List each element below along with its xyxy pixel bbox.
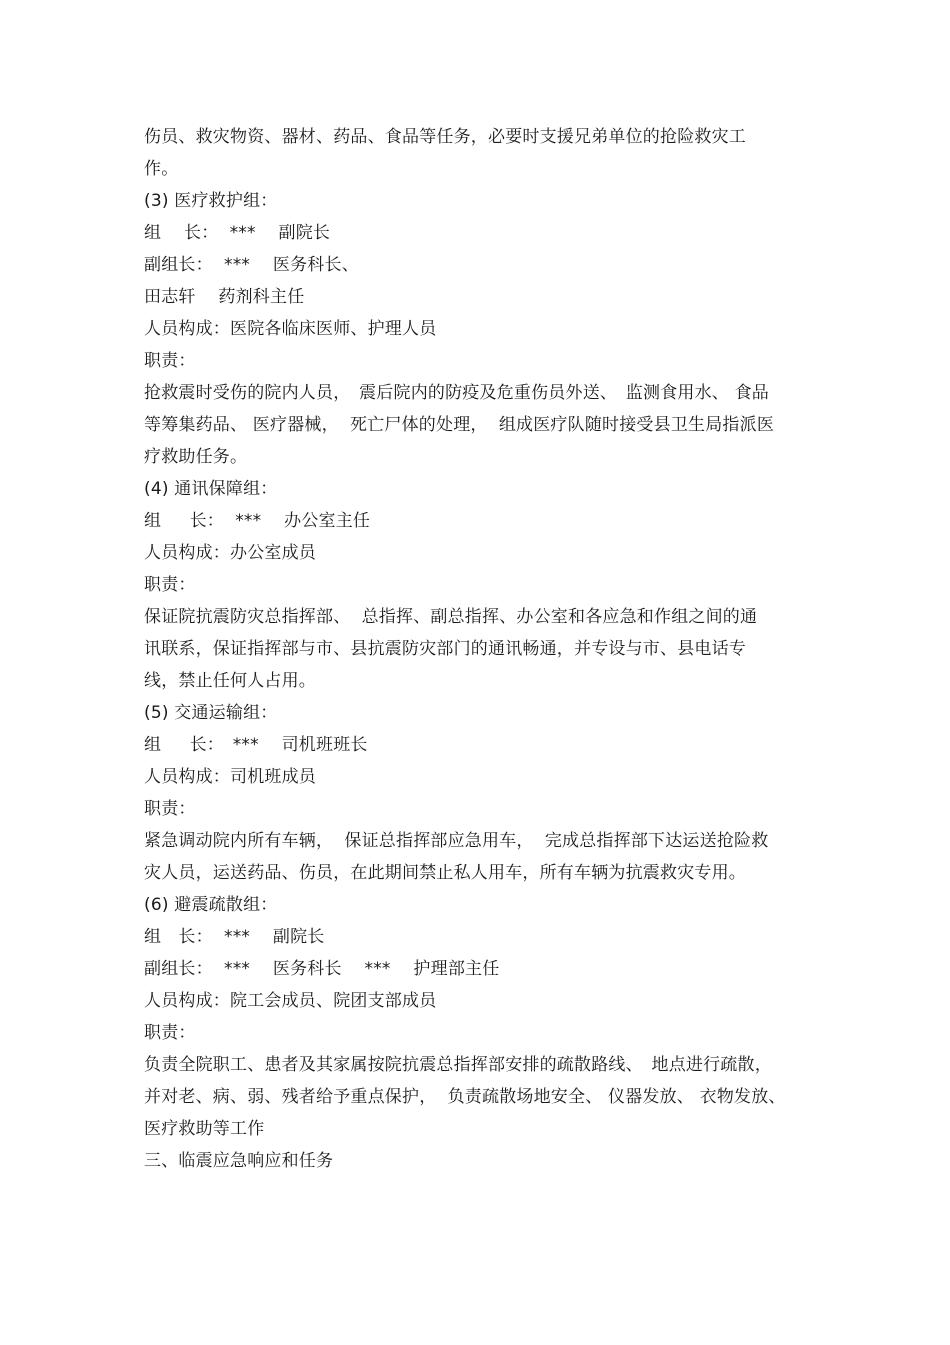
text-line: 灾人员，运送药品、伤员，在此期间禁止私人用车，所有车辆为抗震救灾专用。: [144, 863, 746, 883]
text-line: 副组长： *** 医务科长 *** 护理部主任: [144, 959, 500, 979]
section-heading: (5) 交通运输组：: [144, 703, 278, 723]
text-line: 组 长： *** 副院长: [144, 927, 325, 947]
text-line: 医疗救助等工作: [144, 1119, 265, 1139]
text-line: 人员构成：司机班成员: [144, 767, 316, 787]
section-heading: (3) 医疗救护组：: [144, 191, 278, 211]
text-line: 人员构成：院工会成员、院团支部成员: [144, 991, 437, 1011]
text-line: 副组长： *** 医务科长、: [144, 255, 359, 275]
text-line: 线，禁止任何人占用。: [144, 671, 316, 691]
text-line: 组 长： *** 副院长: [144, 223, 331, 243]
text-line: 负责全院职工、患者及其家属按院抗震总指挥部安排的疏散路线、 地点进行疏散，: [144, 1055, 772, 1075]
text-line: 等筹集药品、 医疗器械， 死亡尸体的处理， 组成医疗队随时接受县卫生局指派医: [144, 415, 775, 435]
text-line: 组 长： *** 办公室主任: [144, 511, 371, 531]
text-line: 人员构成：医院各临床医师、护理人员: [144, 319, 437, 339]
text-line: 并对老、病、弱、残者给予重点保护， 负责疏散场地安全、 仪器发放、 衣物发放、: [144, 1087, 786, 1107]
section-heading: (6) 避震疏散组：: [144, 895, 278, 915]
text-line: 职责：: [144, 799, 196, 819]
text-line: 人员构成：办公室成员: [144, 543, 316, 563]
section-heading: 三、临震应急响应和任务: [144, 1151, 334, 1171]
section-heading: (4) 通讯保障组：: [144, 479, 278, 499]
text-line: 组 长： *** 司机班班长: [144, 735, 368, 755]
text-line: 职责：: [144, 575, 196, 595]
text-line: 紧急调动院内所有车辆， 保证总指挥部应急用车， 完成总指挥部下达运送抢险救: [144, 831, 769, 851]
text-line: 伤员、救灾物资、器材、药品、食品等任务，必要时支援兄弟单位的抢险救灾工: [144, 127, 746, 147]
text-line: 讯联系，保证指挥部与市、县抗震防灾部门的通讯畅通，并专设与市、县电话专: [144, 639, 746, 659]
text-line: 疗救助任务。: [144, 447, 248, 467]
text-line: 保证院抗震防灾总指挥部、 总指挥、副总指挥、办公室和各应急和作组之间的通: [144, 607, 758, 627]
text-line: 职责：: [144, 351, 196, 371]
text-line: 职责：: [144, 1023, 196, 1043]
text-line: 作。: [144, 159, 179, 179]
text-line: 田志轩 药剂科主任: [144, 287, 305, 307]
text-line: 抢救震时受伤的院内人员， 震后院内的防疫及危重伤员外送、 监测食用水、 食品: [144, 383, 770, 403]
